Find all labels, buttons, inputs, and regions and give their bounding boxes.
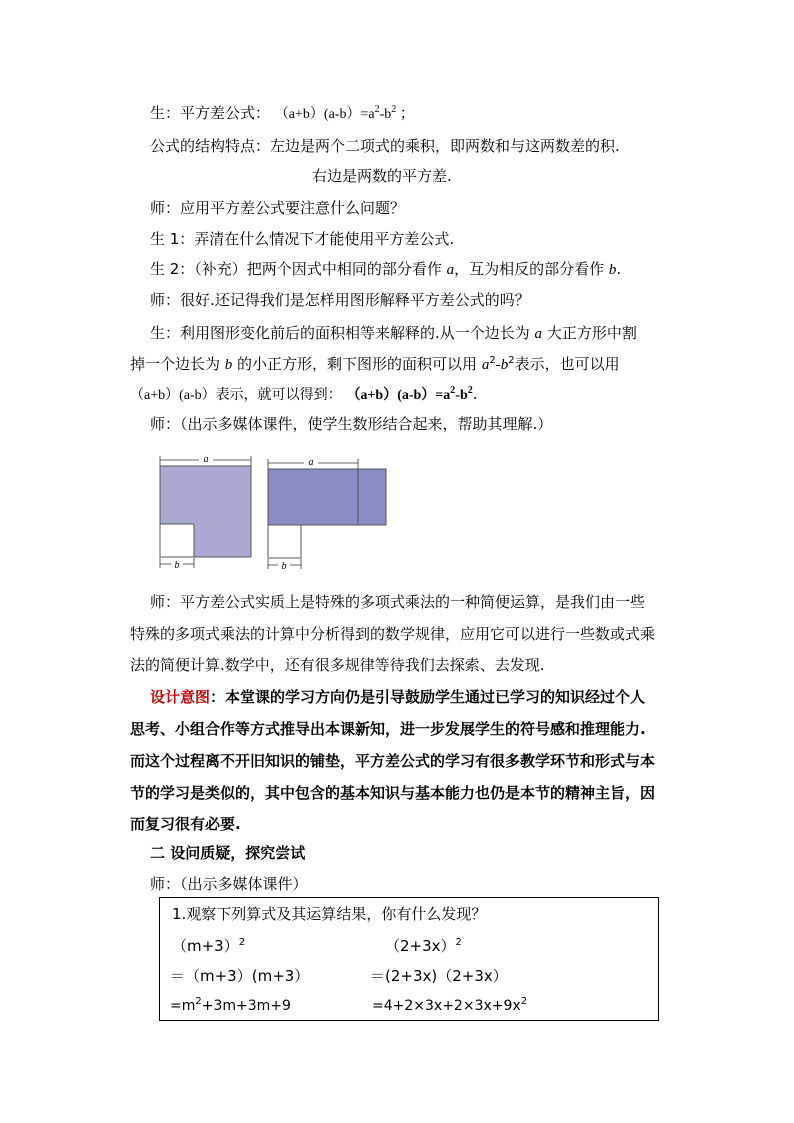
formula bbox=[274, 104, 400, 122]
line-design-intent-3: 而这个过程离不开旧知识的铺垫，平方差公式的学习有很多教学环节和形式与本 bbox=[130, 752, 656, 770]
text-segment: 表示，也可以用 bbox=[514, 355, 620, 373]
text-segment: （a+b）(a-b）表示，就可以得到： bbox=[130, 388, 342, 403]
text-segment: 生 2：（补充）把两个因式中相同的部分看作 bbox=[150, 260, 447, 278]
exponent: 2 bbox=[450, 385, 456, 396]
exercise-box bbox=[159, 897, 659, 1021]
line-structure: 公式的结构特点：左边是两个二项式的乘积，即两数和与这两数差的积. bbox=[150, 137, 620, 155]
exponent: 2 bbox=[489, 355, 496, 366]
line-formula-statement bbox=[150, 103, 415, 125]
text-segment: 的小正方形，剩下图形的面积可以用 bbox=[232, 355, 482, 373]
expr: =m bbox=[170, 998, 196, 1014]
formula-part: （a+b）(a-b）=a bbox=[346, 388, 451, 403]
variable: a bbox=[446, 262, 455, 278]
line-student1: 生 1：弄清在什么情况下才能使用平方差公式. bbox=[150, 230, 455, 248]
variable: b bbox=[224, 357, 233, 373]
exercise-col1-row1 bbox=[172, 936, 245, 956]
label-a-right: a bbox=[308, 457, 314, 468]
section-heading: 二 设问质疑，探究尝试 bbox=[150, 844, 306, 862]
line-student-explain bbox=[150, 323, 637, 344]
formula-part: -b bbox=[455, 388, 468, 403]
line-teacher-multimedia-2: 师：（出示多媒体课件） bbox=[150, 875, 308, 893]
text-segment: ； bbox=[399, 104, 415, 122]
line-teacher-essence-3: 法的简便计算.数学中，还有很多规律等待我们去探索、去发现. bbox=[130, 656, 545, 674]
line-teacher-essence: 师：平方差公式实质上是特殊的多项式乘法的一种简便运算，是我们由一些 bbox=[150, 593, 646, 611]
exponent: 2 bbox=[391, 104, 397, 115]
figure-right bbox=[268, 456, 386, 572]
variable: a bbox=[481, 357, 490, 373]
expr: （m+3） bbox=[172, 937, 239, 955]
expr: （2+3x） bbox=[385, 937, 456, 955]
exercise-col2-row1 bbox=[385, 936, 462, 956]
figure-right-main bbox=[268, 469, 358, 525]
variable: a bbox=[534, 326, 543, 342]
label-b-right: b bbox=[281, 561, 287, 572]
formula-bold bbox=[346, 385, 473, 403]
line-teacher-question: 师：应用平方差公式要注意什么问题？ bbox=[150, 199, 406, 217]
figure-right-small-square bbox=[268, 525, 301, 558]
exercise-title: 1.观察下列算式及其运算结果，你有什么发现？ bbox=[172, 905, 487, 923]
figure-right-extra bbox=[358, 469, 386, 525]
line-teacher-essence-2: 特殊的多项式乘法的计算中分析得到的数学规律，应用它可以进行一些数或式乘 bbox=[130, 625, 656, 643]
label-a-left: a bbox=[203, 454, 209, 465]
text-segment: 掉一个边长为 bbox=[130, 355, 225, 373]
exercise-col2-row2: ＝(2+3x)（2+3x） bbox=[370, 967, 508, 985]
line-student-explain-3 bbox=[130, 384, 478, 406]
formula-part: （a+b）(a-b）=a bbox=[274, 107, 375, 122]
formula-part: -b bbox=[379, 107, 392, 122]
line-design-intent bbox=[150, 687, 645, 707]
text-segment: . bbox=[472, 385, 478, 403]
line-student-explain-2 bbox=[130, 354, 620, 375]
variable: b bbox=[608, 262, 617, 278]
label-b-left: b bbox=[174, 560, 180, 571]
line-teacher-multimedia: 师：（出示多媒体课件，使学生数形结合起来，帮助其理解.） bbox=[150, 415, 553, 433]
exponent: 2 bbox=[195, 996, 202, 1007]
exercise-col1-row3 bbox=[170, 996, 291, 1016]
design-intent-label: 设计意图 bbox=[150, 688, 211, 706]
variable: -b bbox=[495, 357, 509, 373]
line-teacher-good: 师：很好.还记得我们是怎样用图形解释平方差公式的吗？ bbox=[150, 291, 530, 309]
text-segment: 大正方形中割 bbox=[542, 324, 637, 342]
exponent: 2 bbox=[508, 355, 515, 366]
exercise-col1-row2: ＝（m+3）(m+3） bbox=[170, 967, 310, 985]
exercise-col2-row3 bbox=[372, 996, 527, 1016]
exponent: 2 bbox=[467, 385, 473, 396]
exponent: 2 bbox=[238, 937, 246, 948]
exponent: 2 bbox=[520, 996, 528, 1007]
design-intent-text: ：本堂课的学习方向仍是引导鼓励学生通过已学习的知识经过个人 bbox=[210, 688, 646, 706]
text-segment: ，互为相反的部分看作 bbox=[454, 260, 609, 278]
figure-left-cutout bbox=[160, 524, 194, 557]
line-design-intent-4: 节的学习是类似的，其中包含的基本知识与基本能力也仍是本节的精神主旨，因 bbox=[130, 784, 656, 802]
text-segment: 生：平方差公式： bbox=[150, 104, 271, 122]
text-segment: 生：利用图形变化前后的面积相等来解释的.从一个边长为 bbox=[150, 324, 535, 342]
line-design-intent-5: 而复习很有必要. bbox=[130, 815, 241, 833]
exponent: 2 bbox=[455, 937, 462, 948]
expr: =4+2×3x+2×3x+9x bbox=[372, 998, 521, 1014]
expr: +3m+3m+9 bbox=[201, 998, 291, 1014]
line-student2 bbox=[150, 259, 621, 280]
figure-left bbox=[160, 453, 251, 571]
text-segment: . bbox=[616, 260, 622, 278]
exponent: 2 bbox=[374, 104, 380, 115]
area-figure bbox=[150, 448, 400, 578]
line-design-intent-2: 思考、小组合作等方式推导出本课新知，进一步发展学生的符号感和推理能力. bbox=[130, 720, 646, 738]
line-structure-right: 右边是两数的平方差. bbox=[312, 167, 452, 185]
